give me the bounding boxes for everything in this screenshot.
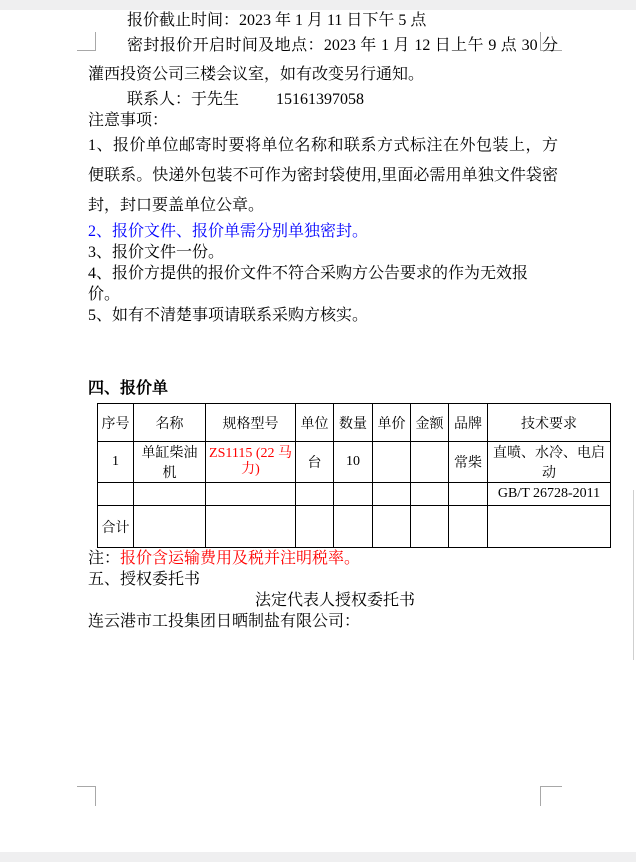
margin-mark-bottom-left	[77, 786, 96, 806]
section5-heading: 五、授权委托书	[88, 571, 201, 588]
cell-empty	[449, 506, 488, 548]
margin-mark-bottom-right	[540, 786, 562, 806]
cell-empty	[296, 506, 334, 548]
note-item-4: 4、报价方提供的报价文件不符合采购方公告要求的作为无效报价。	[88, 265, 529, 303]
header-cell-qty: 数量	[334, 404, 373, 442]
cell-qty: 10	[334, 442, 373, 483]
company-salutation: 连云港市工投集团日晒制盐有限公司：	[88, 613, 361, 630]
header-cell-unit: 单位	[296, 404, 334, 442]
cell-empty	[206, 506, 296, 548]
header-cell-amount: 金额	[411, 404, 449, 442]
freight-note	[88, 548, 558, 569]
cell-price	[373, 442, 411, 483]
header-cell-brand: 品牌	[449, 404, 488, 442]
cell-unit: 台	[296, 442, 334, 483]
section4-heading: 四、报价单	[88, 380, 169, 397]
cell-empty	[373, 506, 411, 548]
contact-name: 联系人：于先生	[127, 91, 240, 108]
cell-empty	[134, 506, 206, 548]
cell-empty	[334, 483, 373, 506]
cell-empty	[373, 483, 411, 506]
cell-empty	[411, 506, 449, 548]
table-row-standard	[98, 483, 611, 506]
opening-time-line: 密封报价开启时间及地点：2023 年 1 月 12 日上午 9 点 30 分灌西投资公司三楼会议室，如有改变另行通知。	[88, 37, 558, 83]
notes-title: 注意事项：	[88, 112, 169, 129]
table-row-item	[98, 442, 611, 483]
header-cell-spec: 规格型号	[206, 404, 296, 442]
cell-total-label: 合计	[98, 506, 134, 548]
note-item-5: 5、如有不清楚事项请联系采购方核实。	[88, 307, 369, 324]
table-row-total	[98, 506, 611, 548]
cell-tech: 直喷、水冷、电启动	[488, 442, 611, 483]
poa-title: 法定代表人授权委托书	[254, 592, 415, 609]
document-page	[0, 10, 636, 852]
cell-name: 单缸柴油机	[134, 442, 206, 483]
deadline-line: 报价截止时间：2023 年 1 月 11 日下午 5 点	[127, 12, 427, 29]
quote-table	[97, 403, 611, 548]
document-body	[88, 10, 605, 632]
cell-seq: 1	[98, 442, 134, 483]
cell-gbt-standard: GB/T 26728-2011	[488, 483, 611, 506]
table-header-row	[98, 404, 611, 442]
cell-empty	[334, 506, 373, 548]
page-edge-line	[633, 490, 634, 660]
cell-brand: 常柴	[449, 442, 488, 483]
note-item-2: 2、报价文件、报价单需分别单独密封。	[88, 223, 369, 240]
cell-empty	[134, 483, 206, 506]
cell-empty	[449, 483, 488, 506]
cell-amount	[411, 442, 449, 483]
note-item-1: 1、报价单位邮寄时要将单位名称和联系方式标注在外包装上，方便联系。快递外包装不可作为密封袋使用,里面必需用单独文件袋密封，封口要盖单位公章。	[88, 137, 558, 214]
cell-empty	[411, 483, 449, 506]
cell-spec: ZS1115 (22 马力)	[206, 442, 296, 483]
freight-note-prefix: 注：	[88, 550, 121, 567]
header-cell-price: 单价	[373, 404, 411, 442]
cell-empty	[488, 506, 611, 548]
contact-phone: 15161397058	[276, 91, 365, 108]
cell-empty	[296, 483, 334, 506]
freight-note-red-text: 报价含运输费用及税并注明税率。	[120, 550, 361, 567]
contact-line	[88, 89, 558, 110]
note-item-3: 3、报价文件一份。	[88, 244, 225, 261]
cell-empty	[98, 483, 134, 506]
header-cell-tech: 技术要求	[488, 404, 611, 442]
header-cell-seq: 序号	[98, 404, 134, 442]
header-cell-name: 名称	[134, 404, 206, 442]
cell-empty	[206, 483, 296, 506]
